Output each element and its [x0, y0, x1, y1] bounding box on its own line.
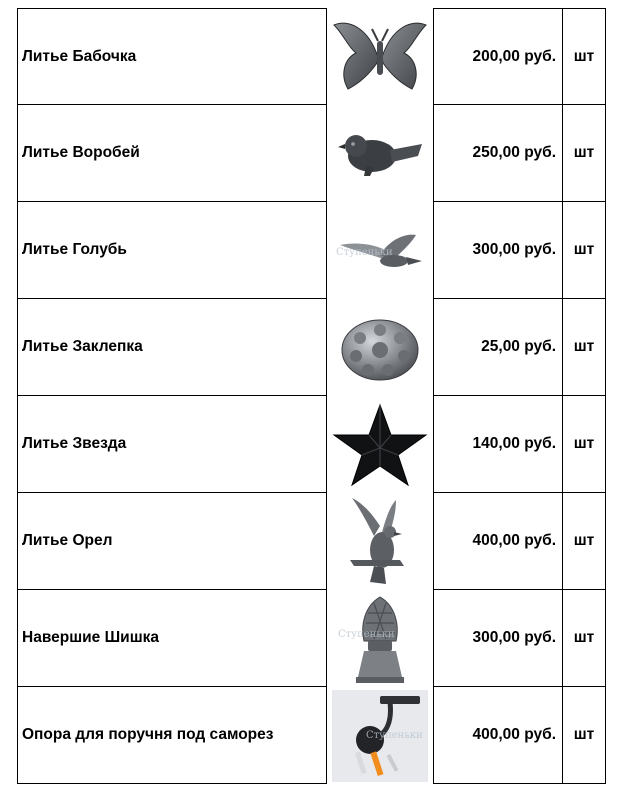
eagle-casting-icon	[330, 496, 430, 588]
sparrow-casting-icon	[330, 114, 430, 194]
product-name: Литье Воробей	[17, 105, 327, 202]
product-image	[327, 299, 433, 396]
table-row	[17, 8, 606, 105]
product-image	[327, 590, 433, 687]
watermark-text: Ступеньки	[366, 729, 423, 741]
product-unit: шт	[563, 396, 606, 493]
product-price: 300,00 руб.	[433, 202, 563, 299]
star-casting-icon	[330, 403, 430, 487]
product-image	[327, 396, 433, 493]
product-price: 25,00 руб.	[433, 299, 563, 396]
table-row	[17, 590, 606, 687]
table-row	[17, 299, 606, 396]
product-unit: шт	[563, 299, 606, 396]
rivet-casting-icon	[330, 308, 430, 388]
product-price: 400,00 руб.	[433, 493, 563, 590]
product-name: Литье Орел	[17, 493, 327, 590]
table-row	[17, 493, 606, 590]
product-unit: шт	[563, 105, 606, 202]
product-name: Навершие Шишка	[17, 590, 327, 687]
product-price: 200,00 руб.	[433, 8, 563, 105]
product-image	[327, 202, 433, 299]
table-row	[17, 202, 606, 299]
product-unit: шт	[563, 493, 606, 590]
product-unit: шт	[563, 8, 606, 105]
product-price: 140,00 руб.	[433, 396, 563, 493]
product-image	[327, 493, 433, 590]
table-row	[17, 396, 606, 493]
butterfly-casting-icon	[330, 17, 430, 97]
product-price: 300,00 руб.	[433, 590, 563, 687]
product-unit: шт	[563, 590, 606, 687]
product-image	[327, 8, 433, 105]
product-name: Литье Звезда	[17, 396, 327, 493]
product-unit: шт	[563, 687, 606, 784]
product-name: Литье Заклепка	[17, 299, 327, 396]
pinecone-finial-icon	[330, 593, 430, 685]
product-image	[327, 105, 433, 202]
handrail-bracket-icon	[332, 690, 428, 782]
dove-casting-icon	[330, 211, 430, 291]
watermark-text: Ступеньки	[336, 246, 393, 258]
product-name: Литье Бабочка	[17, 8, 327, 105]
product-price: 400,00 руб.	[433, 687, 563, 784]
product-price: 250,00 руб.	[433, 105, 563, 202]
product-image	[327, 687, 433, 784]
table-row	[17, 687, 606, 784]
product-unit: шт	[563, 202, 606, 299]
table-row	[17, 105, 606, 202]
product-name: Опора для поручня под саморез	[17, 687, 327, 784]
product-name: Литье Голубь	[17, 202, 327, 299]
watermark-text: Ступеньки	[338, 628, 395, 640]
